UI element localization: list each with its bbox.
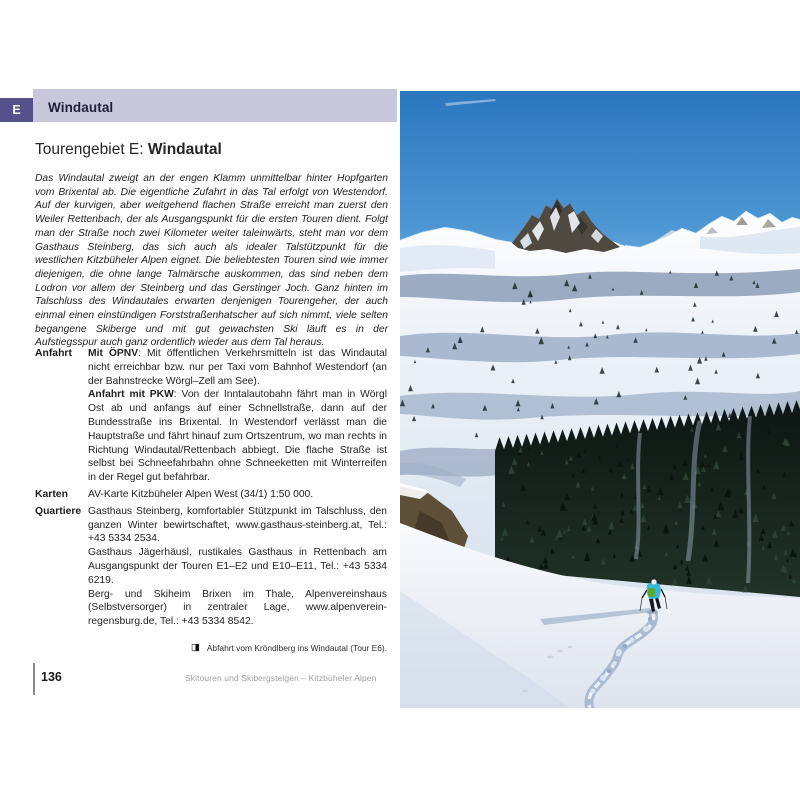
mountain-photo-svg xyxy=(400,91,800,708)
footer-rule xyxy=(33,663,35,695)
info-paragraph: Mit ÖPNV: Mit öffentlichen Verkehrsmitteln ist das Windautal nicht erreichbar bzw. nur per Taxi vom Bahnhof Westendorf (an der Bahnstrecke Wörgl–Zell am See). xyxy=(88,348,387,387)
info-paragraph: Gasthaus Jägerhäusl, rustikales Gasthaus in Rettenbach am Ausgangspunkt der Touren E1–E2 und E10–E11, Tel.: +43 5334 6219. xyxy=(88,547,387,586)
info-section-content xyxy=(88,505,387,629)
mountain-photo xyxy=(400,91,800,708)
page-title-emphasis: Windautal xyxy=(147,141,222,158)
photo-reference-icon: ◨ xyxy=(190,642,200,654)
info-section-label: Quartiere xyxy=(35,505,82,517)
photo-caption-text: Abfahrt vom Kröndlberg ins Windautal (Tour E6). xyxy=(206,643,387,653)
intro-paragraph: Das Windautal zweigt an der engen Klamm unmittelbar hinter Hopfgarten vom Brixental ab. Die eigentliche Zufahrt in das Tal erfolgt von Westendorf. Auf der kurvigen, aber weitgehend flachen Straße erreicht man zuerst den Weiler Rettenbach, der als Ausgangspunkt für die ersten Touren dient. Folgt man der Straße noch zwei Kilometer weiter taleinwärts, steht man vor dem Gasthaus Steinberg, das sich auch als idealer Talstützpunkt für die westlichen Kitzbüheler Alpen eignet. Die beliebtesten Touren sind wie immer diejenigen, die ohne lange Talmärsche auskommen, das sind neben dem Lodron vor allem der Steinberg und das Gerstinger Joch. Ganz hinten im Talschluss des Windautales erwarten denjenigen Tourengeher, der auch einmal einen einstündigen Forststraßenhatscher auf sich nimmt, viele selten begangene Skiberge und mit gut gewachsten Ski läuft es in der Aufstiegsspur auch ganz ordentlich wieder aus dem Tal heraus. xyxy=(35,173,388,349)
chapter-header-bar xyxy=(33,89,397,122)
chapter-letter-badge: E xyxy=(0,98,33,122)
info-section-label: Anfahrt xyxy=(35,348,72,359)
page-number: 136 xyxy=(41,670,62,684)
info-section xyxy=(35,505,387,629)
info-paragraph: Anfahrt mit PKW: Von der Inntalautobahn fährt man in Wörgl Ost ab und anfangs auf einer Schnellstraße, dann auf der Bundesstraße ins Brixental. In Westendorf verlässt man die Hauptstraße und fährt hinauf zum Ortszentrum, wo man rechts in Richtung Windautal/Rettenbach abbiegt. Die flache Straße ist selbst bei Schneefahrbahn ohne Schneeketten mit Winterreifen in der Regel gut befahrbar. xyxy=(88,389,387,484)
info-sections xyxy=(35,347,387,632)
page-title xyxy=(35,141,222,159)
page-title-prefix: Tourengebiet E: xyxy=(35,141,148,158)
info-section-label: Karten xyxy=(35,488,68,500)
info-section-content xyxy=(88,488,387,502)
info-paragraph: AV-Karte Kitzbüheler Alpen West (34/1) 1:50 000. xyxy=(88,488,314,500)
chapter-title: Windautal xyxy=(48,100,114,115)
info-section-content xyxy=(88,347,387,485)
info-paragraph: Berg- und Skiheim Brixen im Thale, Alpenvereinshaus (Selbstversorger) in zentraler Lage, www.alpenverein-regensburg.de, Tel.: +43 5334 8542. xyxy=(88,588,387,628)
info-section xyxy=(35,347,387,485)
info-section xyxy=(35,488,387,502)
info-paragraph: Gasthaus Steinberg, komfortabler Stützpunkt im Talschluss, den ganzen Winter bewirtschaftet, www.gasthaus-steinberg.at, Tel.: +43 5334 2534. xyxy=(88,505,387,545)
running-title: Skitouren und Skibergsteigen – Kitzbüheler Alpen xyxy=(185,673,377,683)
photo-caption xyxy=(191,643,387,653)
